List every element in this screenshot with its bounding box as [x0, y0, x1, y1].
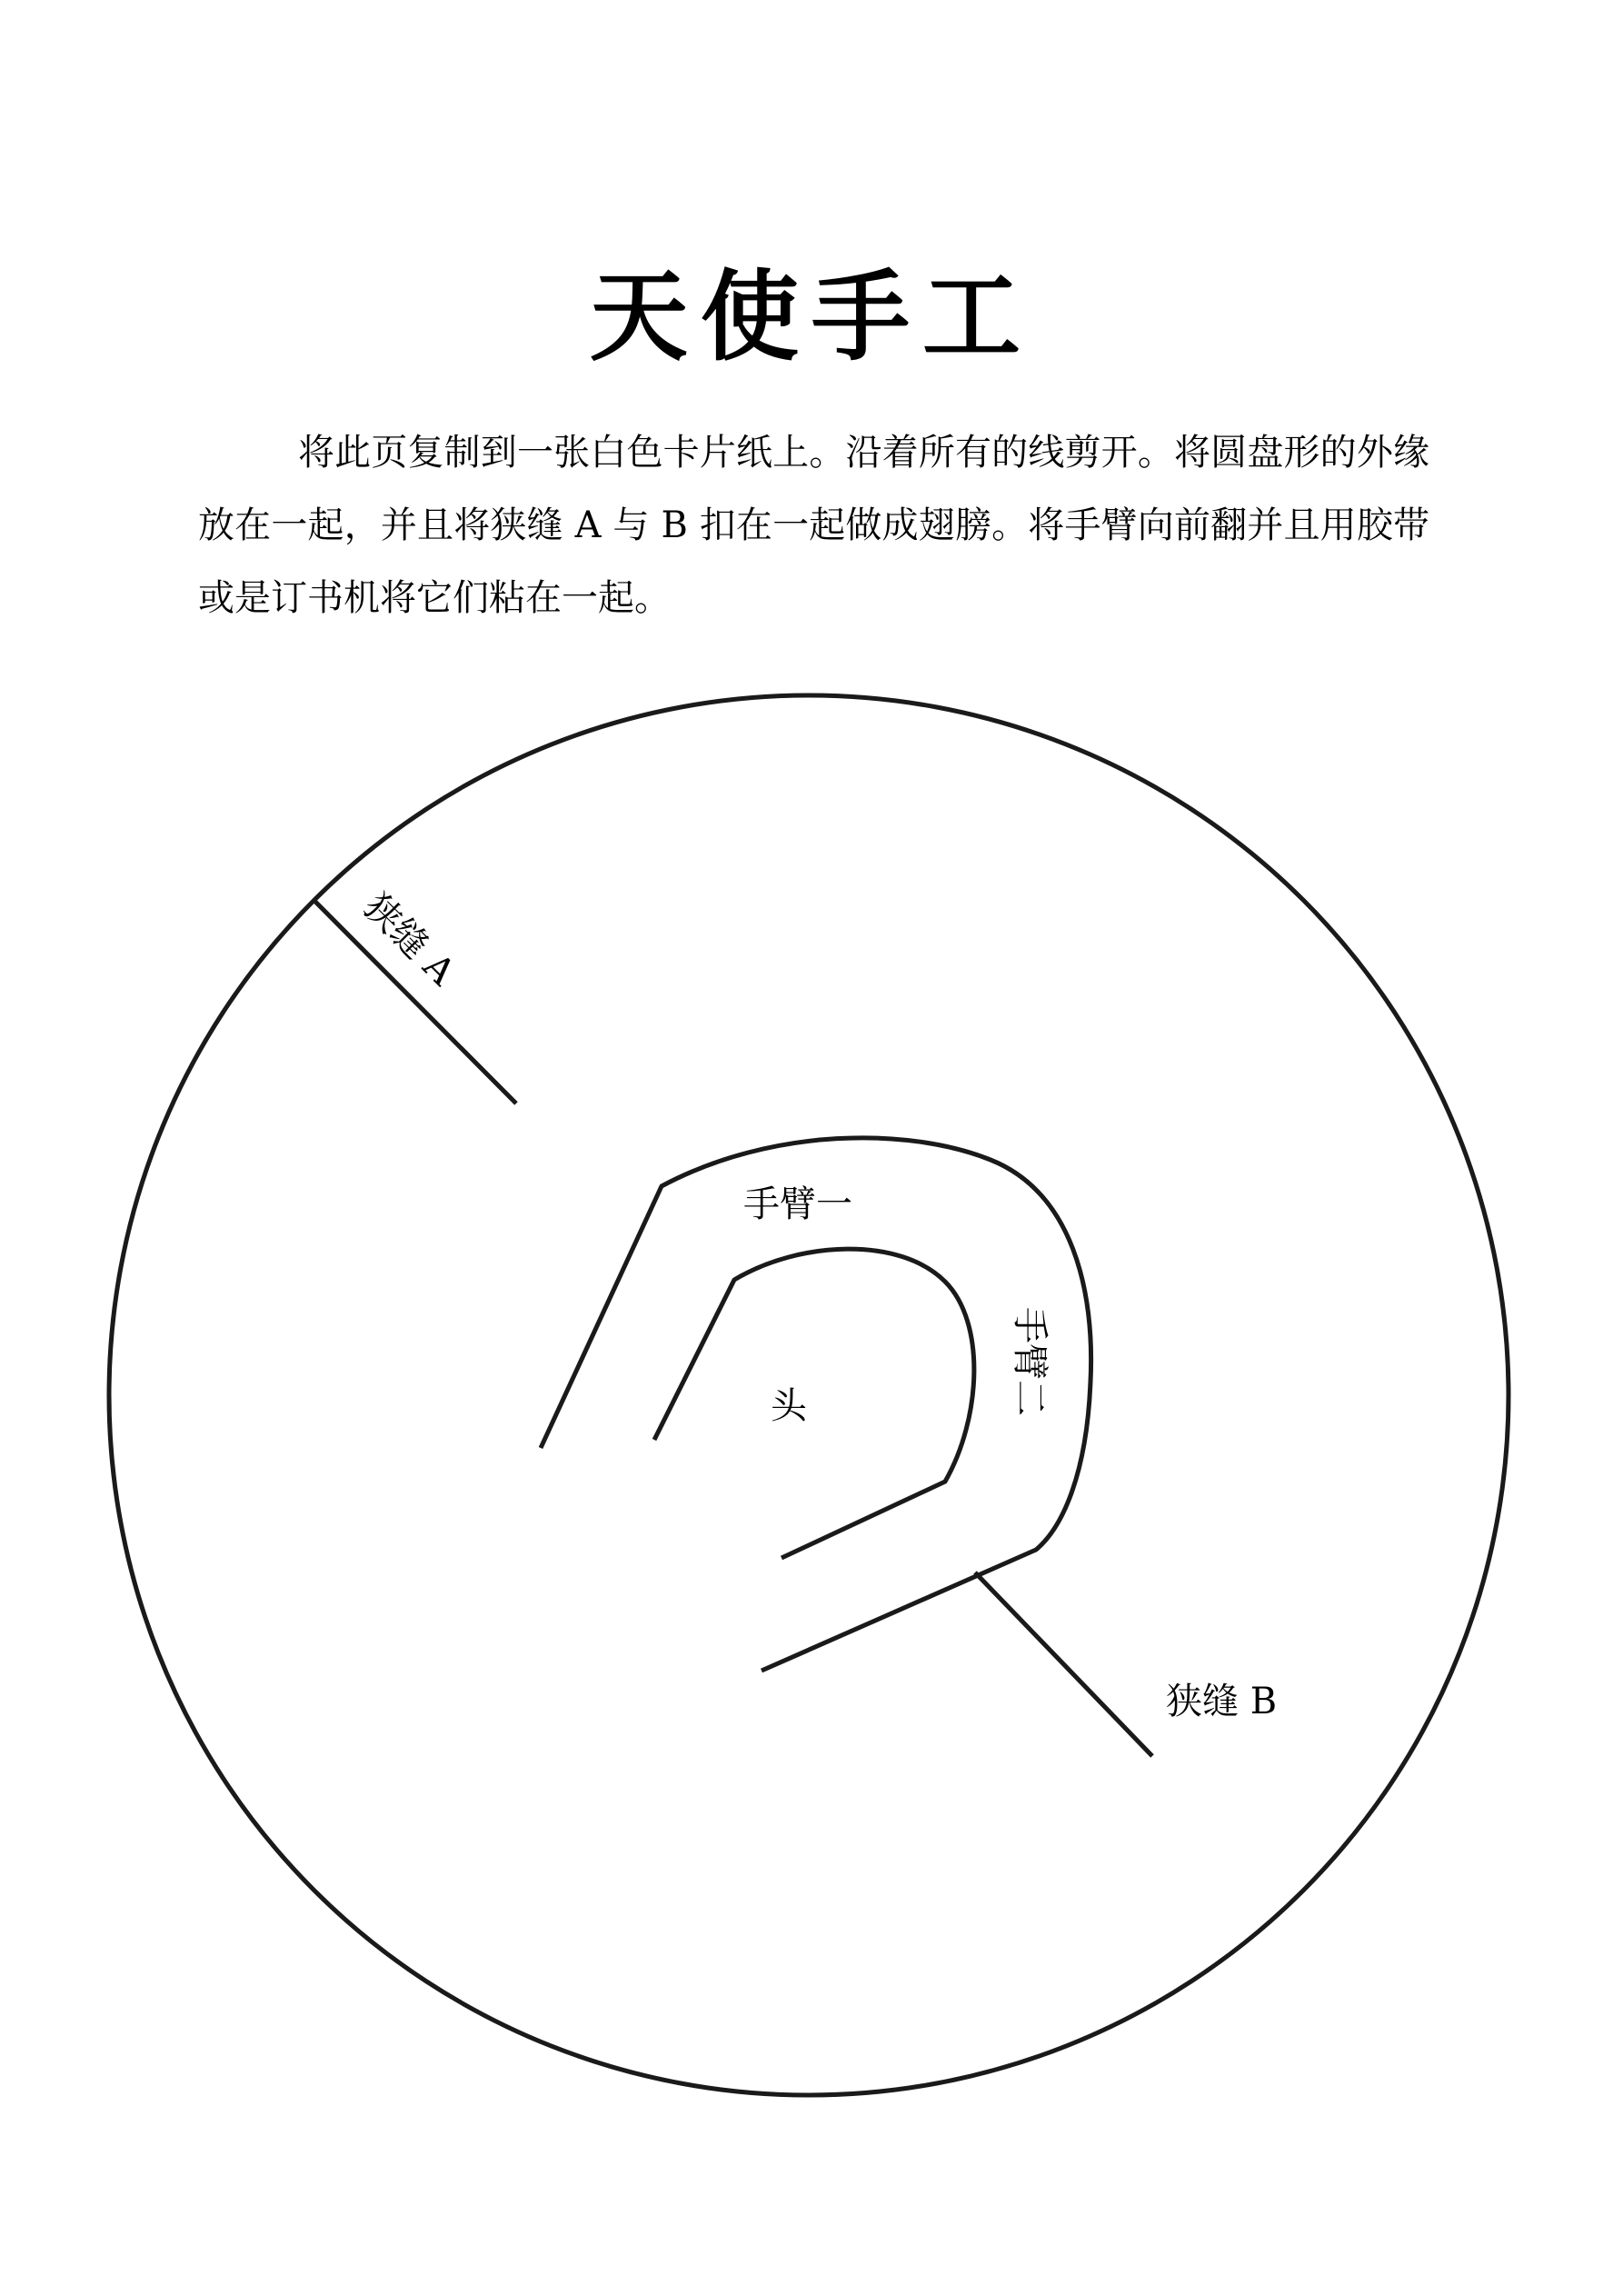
label-arm-two: 手臂二: [1009, 1307, 1050, 1416]
head-inner-cut-line: [654, 1249, 974, 1558]
label-head: 头: [771, 1385, 807, 1427]
page-title: 天使手工: [589, 260, 1033, 374]
label-arm-one: 手臂一: [743, 1183, 852, 1225]
slit-b-line: [975, 1572, 1152, 1756]
instructions-paragraph: 将此页复制到一张白色卡片纸上。沿着所有的线剪开。将圆盘形的外缘放在一起，并且将狭缝 A 与 B 扣在一起做成翅膀。将手臂向前翻并且用胶带或是订书机将它们粘在一起。: [198, 432, 1429, 619]
label-slit-b: 狭缝 B: [1166, 1681, 1278, 1722]
label-slit-a: 狭缝 A: [354, 885, 463, 994]
